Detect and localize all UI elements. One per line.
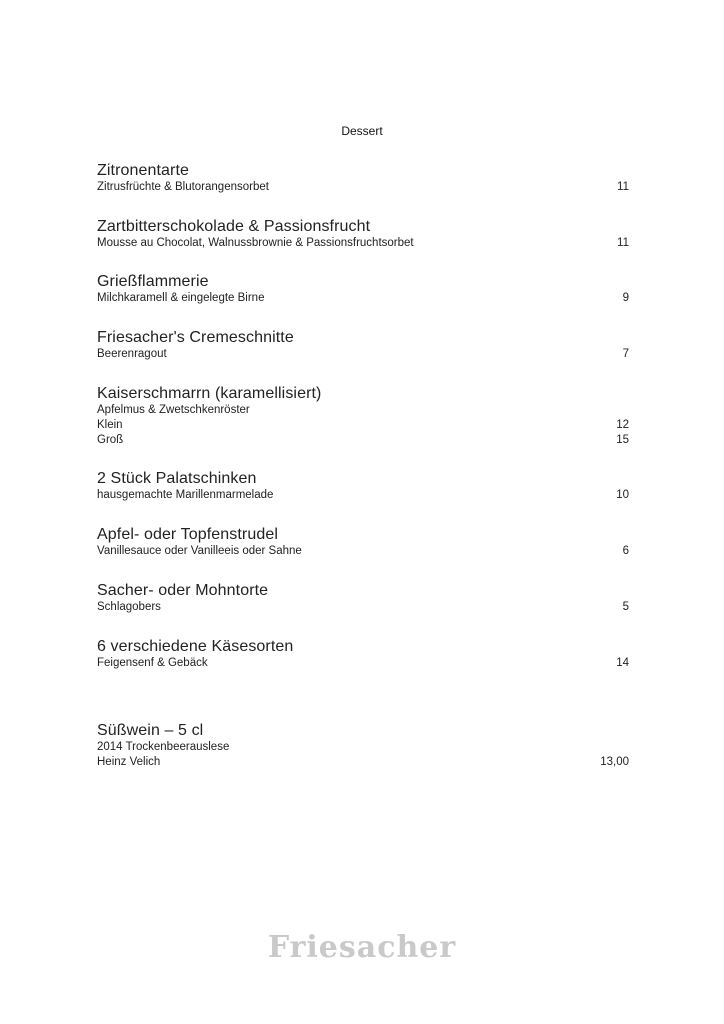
item-name: Grießflammerie <box>97 273 209 290</box>
menu-item <box>97 470 629 503</box>
wine-producer: Heinz Velich <box>97 756 161 768</box>
page-title: Dessert <box>341 124 383 138</box>
item-description: Milchkaramell & eingelegte Birne <box>97 292 265 304</box>
item-price: 6 <box>622 545 629 557</box>
menu-item <box>97 582 629 615</box>
menu-item <box>97 385 629 448</box>
menu-item <box>97 526 629 559</box>
wine-price: 13,00 <box>600 756 629 768</box>
item-name: Zartbitterschokolade & Passionsfrucht <box>97 218 371 235</box>
item-price: 7 <box>622 348 629 360</box>
item-description: hausgemachte Marillenmarmelade <box>97 489 274 501</box>
wine-vintage: 2014 Trockenbeerauslese <box>97 741 230 753</box>
menu-item <box>97 273 629 306</box>
wine-name: Süßwein – 5 cl <box>97 722 204 739</box>
item-price: 11 <box>617 181 629 193</box>
item-name: 2 Stück Palatschinken <box>97 470 257 487</box>
wine-item <box>97 722 629 770</box>
item-description: Apfelmus & Zwetschkenröster <box>97 404 250 416</box>
item-price: 10 <box>616 489 629 501</box>
item-name: Friesacher's Cremeschnitte <box>97 329 294 346</box>
friesacher-logo: Friesacher <box>267 930 457 965</box>
menu-item <box>97 638 629 671</box>
item-price: 5 <box>622 601 629 613</box>
size-label: Klein <box>97 419 123 431</box>
menu-item <box>97 329 629 362</box>
item-price: 9 <box>622 292 629 304</box>
size-price: 15 <box>616 434 629 446</box>
menu-item <box>97 218 629 251</box>
item-description: Mousse au Chocolat, Walnussbrownie & Passionsfruchtsorbet <box>97 237 414 249</box>
item-description: Feigensenf & Gebäck <box>97 657 208 669</box>
item-price: 11 <box>617 237 629 249</box>
item-description: Schlagobers <box>97 601 161 613</box>
item-description: Beerenragout <box>97 348 167 360</box>
size-label: Groß <box>97 434 124 446</box>
item-price: 14 <box>616 657 629 669</box>
item-name: Zitronentarte <box>97 162 190 179</box>
item-name: Sacher- oder Mohntorte <box>97 582 269 599</box>
item-description: Vanillesauce oder Vanilleeis oder Sahne <box>97 545 302 557</box>
menu-item <box>97 162 629 195</box>
size-price: 12 <box>616 419 629 431</box>
item-name: 6 verschiedene Käsesorten <box>97 638 294 655</box>
item-name: Apfel- oder Topfenstrudel <box>97 526 278 543</box>
item-name: Kaiserschmarrn (karamellisiert) <box>97 385 322 402</box>
item-description: Zitrusfrüchte & Blutorangensorbet <box>97 181 269 193</box>
